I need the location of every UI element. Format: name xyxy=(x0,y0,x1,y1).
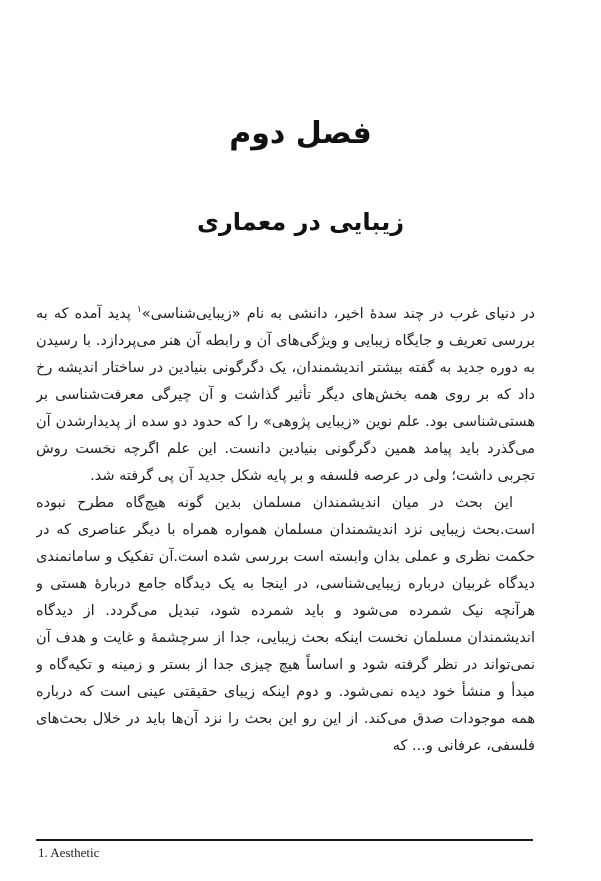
section-title: زیبایی در معماری xyxy=(196,208,405,236)
paragraph-1-continued: پدید آمده که به بررسی تعریف و جایگاه زیبایی و ویژگی‌های آن و رابطه آن هنر می‌پردازد. با رسیدن به دوره جدید به گفته بیشتر اندیشمندان، یک دگرگونی بنیادین در ساختار اندیشه رخ داد که بر روی همه بخش‌های دیگر تأثیر گذاشت و آن چیرگی معرفت‌شناسی بر هستی‌شناسی بود. علم نوین «زیبایی پژوهی» را که حدود دو سده از پدیدارشدن آن می‌گذرد باید پیامد همین دگرگونی بنیادین دانست. این علم اگرچه نخست روش تجربی داشت؛ ولی در عرصه فلسفه و بر پایه شکل جدید آن پی گرفته شد. xyxy=(36,306,535,484)
paragraph-1-text: در دنیای غرب در چند سدۀ اخیر، دانشی به نام «زیبایی‌شناسی» xyxy=(141,306,535,322)
paragraph-1 xyxy=(36,301,535,490)
paragraph-2: این بحث در میان اندیشمندان مسلمان بدین گونه هیچ‌گاه مطرح نبوده است.بحث زیبایی نزد اندیشمندان مسلمان همواره همراه با دیگر عناصری که در حکمت نظری و عملی بدان وابسته است بررسی شده است.آن تفکیک و سامانمندی دیدگاه غربیان درباره زیبایی‌شناسی، در اینجا به یک دیدگاه جامع دربارۀ هستی و هرآنچه نیک شمرده می‌شود و باید شمرده شود، تبدیل می‌گردد. از دیدگاه اندیشمندان مسلمان نخست اینکه بحث زیبایی، جدا از سرچشمۀ و غایت و هدف آن نمی‌تواند در نظر گرفته شود و اساساً هیچ چیزی جدا از بستر و زمینه و تکیه‌گاه و مبدأ و منشأ خود دیده نمی‌شود. و دوم اینکه زیبای حقیقتی عینی است که درباره همه موجودات صدق می‌کند. از این رو این بحث را نزد آن‌ها باید در خلال بحث‌های فلسفی، عرفانی و... که xyxy=(36,495,535,754)
footnote-divider xyxy=(36,839,533,841)
footnote-text: 1. Aesthetic xyxy=(38,845,100,860)
chapter-title: فصل دوم xyxy=(229,116,372,151)
footnote-marker: ۱ xyxy=(136,305,142,316)
body-text xyxy=(36,301,535,760)
